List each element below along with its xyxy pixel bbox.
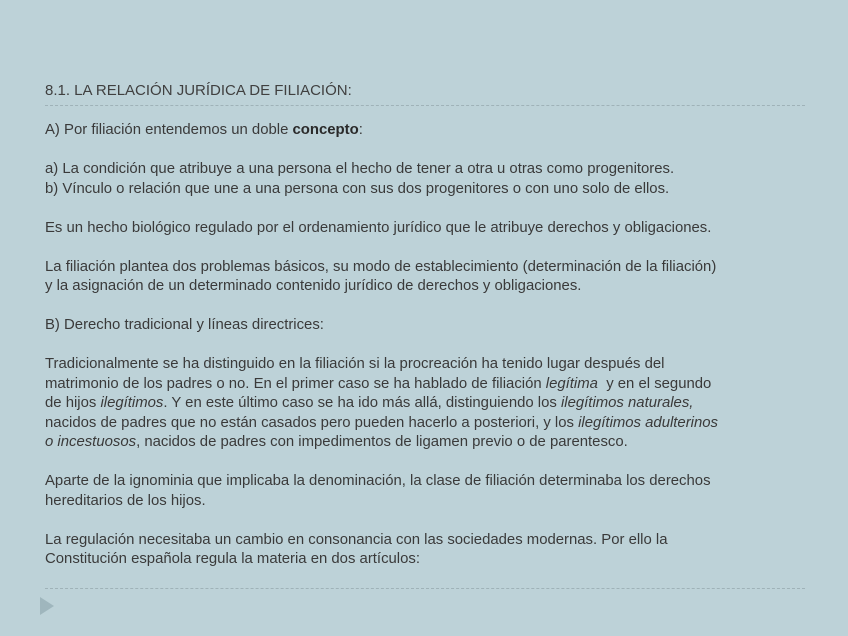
traditional-line-3-text: de hijos — [45, 395, 101, 411]
paragraph-ignominy — [45, 472, 815, 511]
regulation-line-1: La regulación necesitaba un cambio en consonancia con las sociedades modernas. Por ello la — [45, 531, 668, 548]
regulation-line-2: Constitución española regula la materia en dos artículos: — [45, 551, 420, 567]
definition-b: b) Vínculo o relación que une a una persona con sus dos progenitores o con uno solo de ellos. — [45, 180, 670, 197]
traditional-line-1: Tradicionalmente se ha distinguido en la filiación si la procreación ha tenido lugar después del — [45, 356, 665, 372]
term-incestuosos: o incestuosos — [45, 434, 137, 450]
concept-text: A) Por filiación entendemos un doble — [45, 122, 293, 138]
traditional-line-2-text: matrimonio de los padres o no. En el primer caso se ha hablado de filiación — [45, 375, 546, 392]
term-ilegitimos: ilegítimos — [100, 395, 164, 411]
concept-colon: : — [358, 122, 363, 138]
problems-line-1: La filiación plantea dos problemas básicos, su modo de establecimiento (determinación de la filiación) — [45, 258, 717, 275]
ignominy-line-1: Aparte de la ignominia que implicaba la denominación, la clase de filiación determinaba los derechos — [45, 473, 711, 489]
paragraph-traditional — [45, 355, 815, 453]
term-legitima: legítima — [545, 375, 598, 392]
definition-a: a) La condición que atribuye a una persona el hecho de tener a otra u otras como progenitores. — [45, 161, 675, 177]
traditional-line-2 — [45, 375, 815, 395]
paragraph-concept — [45, 121, 815, 141]
bottom-divider — [45, 588, 805, 589]
play-arrow-icon[interactable] — [40, 597, 54, 615]
traditional-line-5-text: , nacidos de padres con impedimentos de ligamen previo o de parentesco. — [136, 434, 628, 450]
top-divider — [45, 105, 805, 106]
term-ilegitimos-adulterinos: ilegítimos adulterinos — [578, 414, 718, 431]
traditional-line-4-text: nacidos de padres que no están casados pero pueden hacerlo a posteriori, y los — [45, 414, 579, 431]
term-ilegitimos-naturales: ilegítimos naturales, — [560, 395, 694, 411]
slide-heading: 8.1. LA RELACIÓN JURÍDICA DE FILIACIÓN: — [45, 82, 352, 99]
concept-bold: concepto — [292, 122, 359, 138]
traditional-line-5 — [45, 433, 815, 453]
traditional-line-2-end: y en el segundo — [597, 375, 712, 392]
traditional-line-3 — [45, 394, 815, 414]
paragraph-problems — [45, 258, 815, 297]
paragraph-biological-fact: Es un hecho biológico regulado por el ordenamiento jurídico que le atribuye derechos y obligaciones. — [45, 219, 712, 236]
traditional-line-4 — [45, 414, 815, 434]
traditional-line-3-mid: . Y en este último caso se ha ido más allá, distinguiendo los — [163, 395, 561, 411]
problems-line-2: y la asignación de un determinado contenido jurídico de derechos y obligaciones. — [45, 278, 582, 294]
paragraph-section-b: B) Derecho tradicional y líneas directrices: — [45, 317, 324, 333]
paragraph-definitions — [45, 160, 815, 199]
paragraph-regulation — [45, 531, 815, 570]
ignominy-line-2: hereditarios de los hijos. — [45, 492, 206, 509]
slide-body — [45, 121, 815, 589]
